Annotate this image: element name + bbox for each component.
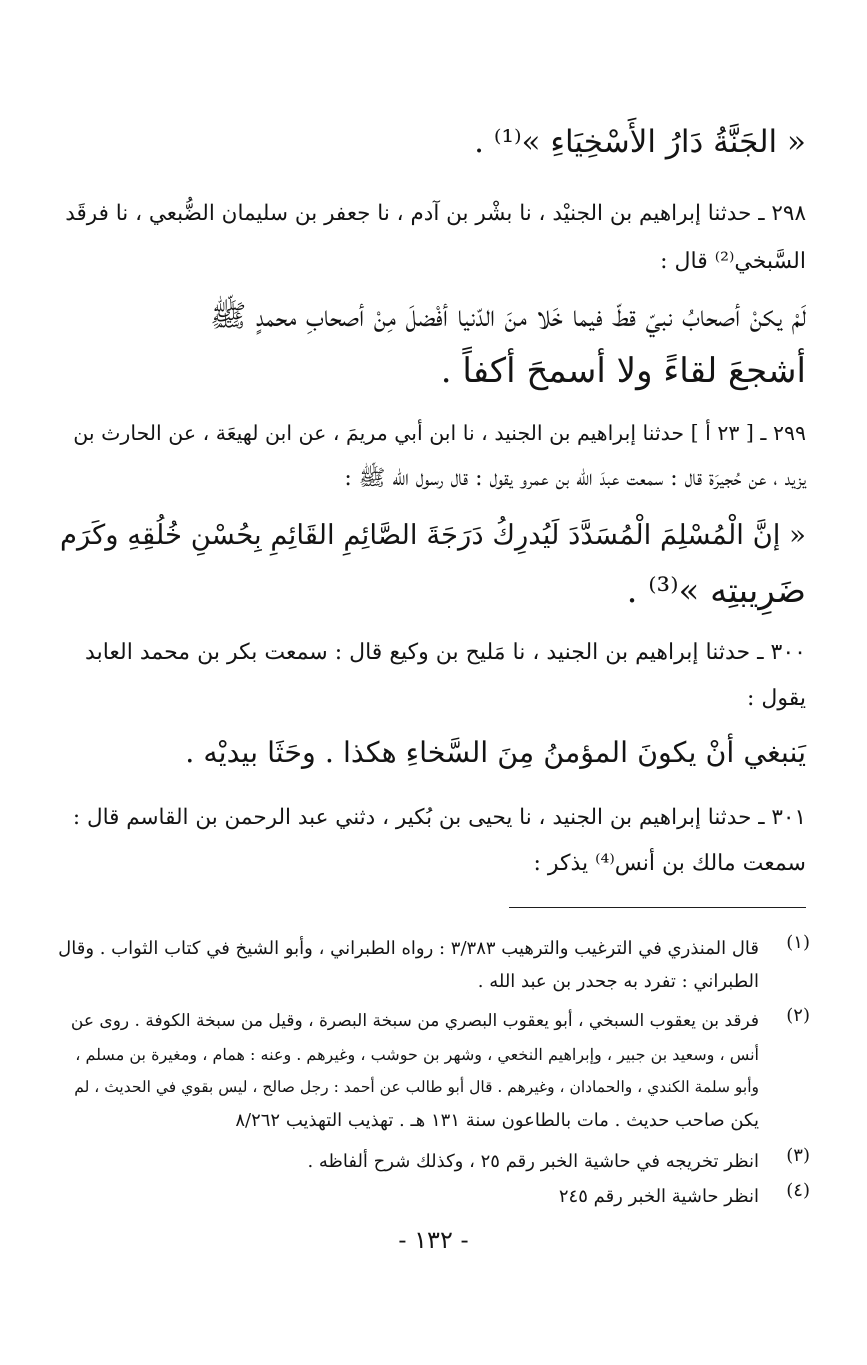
text-line: السَّبخي⁽²⁾ قال : [660,249,806,274]
text-line: سمعت مالك بن أنس⁽⁴⁾ يذكر : [533,851,806,876]
text-line: أشجعَ لقاءً ولا أسمحَ أكفاً . [440,351,806,391]
hadith-299-matn [57,507,806,619]
text-line: قال المنذري في الترغيب والترهيب ٣/٣٨٣ : رواه الطبراني ، وأبو الشيخ في كتاب الثواب . وقال [58,938,759,959]
text-line: انظر تخريجه في حاشية الخبر رقم ٢٥ ، وكذلك شرح ألفاظه . [307,1151,759,1172]
text-line: ضَرِيبتِه »⁽³⁾ . [626,571,806,611]
text-line: ٣٠١ ـ حدثنا إبراهيم بن الجنيد ، نا يحيى بن بُكير ، دثني عبد الرحمن بن القاسم قال : [72,805,806,830]
footnote-number: (١) [786,932,810,953]
text-line: فرقد بن يعقوب السبخي ، أبو يعقوب البصري من سبخة البصرة ، وقيل من سبخة الكوفة . روى عن [70,1011,759,1031]
text-line: « إنَّ الْمُسْلِمَ الْمُسَدَّدَ لَيُدرِكُ دَرَجَةَ الصَّائِمِ القَائِمِ بِحُسْنِ خُلُقِهِ وكَرَم [59,519,806,551]
footnote-number: (٣) [786,1145,810,1166]
text-line: يقول : [746,686,806,711]
page-number: - ١٣٢ - [398,1226,469,1254]
text-line: يَنبغي أنْ يكونَ المؤمنُ مِنَ السَّخاءِ هكذا . وحَثَا بيديْه . [185,736,806,769]
text-line: ٣٠٠ ـ حدثنا إبراهيم بن الجنيد ، نا مَليح بن وكيع قال : سمعت بكر بن محمد العابد [85,640,806,665]
hadith-298-matn [57,290,806,398]
footnote-3 [57,1145,759,1178]
footnote-number: (٢) [786,1005,810,1026]
footnote-1 [57,932,759,998]
quote-297-end [470,120,806,164]
footnote-2 [57,1005,759,1137]
text-line: انظر حاشية الخبر رقم ٢٤٥ [558,1186,759,1207]
hadith-299-isnad [57,410,806,502]
text-line: ٢٩٩ ـ [ ٢٣ أ ] حدثنا إبراهيم بن الجنيد ، نا ابن أبي مريمَ ، عن ابن لهيعَة ، عن الحارث بن [73,421,806,445]
text-line: الطبراني : تفرد به جحدر بن عبد الله . [477,971,759,992]
hadith-300-isnad [57,630,806,722]
text-line: يكن صاحب حديث . مات بالطاعون سنة ١٣١ هـ . تهذيب التهذيب ٨/٢٦٢ [235,1110,759,1131]
footnote-number: (٤) [786,1180,810,1201]
text-line: « الجَنَّةُ دَارُ الأَسْخِيَاءِ »⁽¹⁾ . [474,124,806,160]
footnote-separator [509,907,806,908]
hadith-300-matn [180,728,806,778]
hadith-298-isnad [57,190,806,286]
text-line: ٢٩٨ ـ حدثنا إبراهيم بن الجنيْد ، نا بشْر بن آدم ، نا جعفر بن سليمان الضُّبعي ، نا فرقَد [65,201,806,226]
text-line: أنس ، وسعيد بن جبير ، وإبراهيم النخعي ، وشهر بن حوشب ، وغيرهم . وعنه : همام ، ومغيرة بن مسلم ، [75,1045,759,1064]
footnote-4 [57,1180,759,1213]
hadith-301-isnad [57,795,806,887]
text-line: لَمْ يكنْ أصحابُ نبيّ قطّ فيما خَلا منَ الدّنيا أفْضلَ مِنْ أصحابِ محمدٍ ﷺ [210,299,806,334]
text-line: يزيد ، عن حُجيرَة قال : سمعت عبدَ الله بن عمرو يقول : قال رسول الله ﷺ : [344,466,806,491]
text-line: وأبو سلمة الكندي ، والحمادان ، وغيرهم . قال أبو طالب عن أحمد : رجل صالح ، ليس بقوي في الحديث ، لم [74,1078,759,1096]
